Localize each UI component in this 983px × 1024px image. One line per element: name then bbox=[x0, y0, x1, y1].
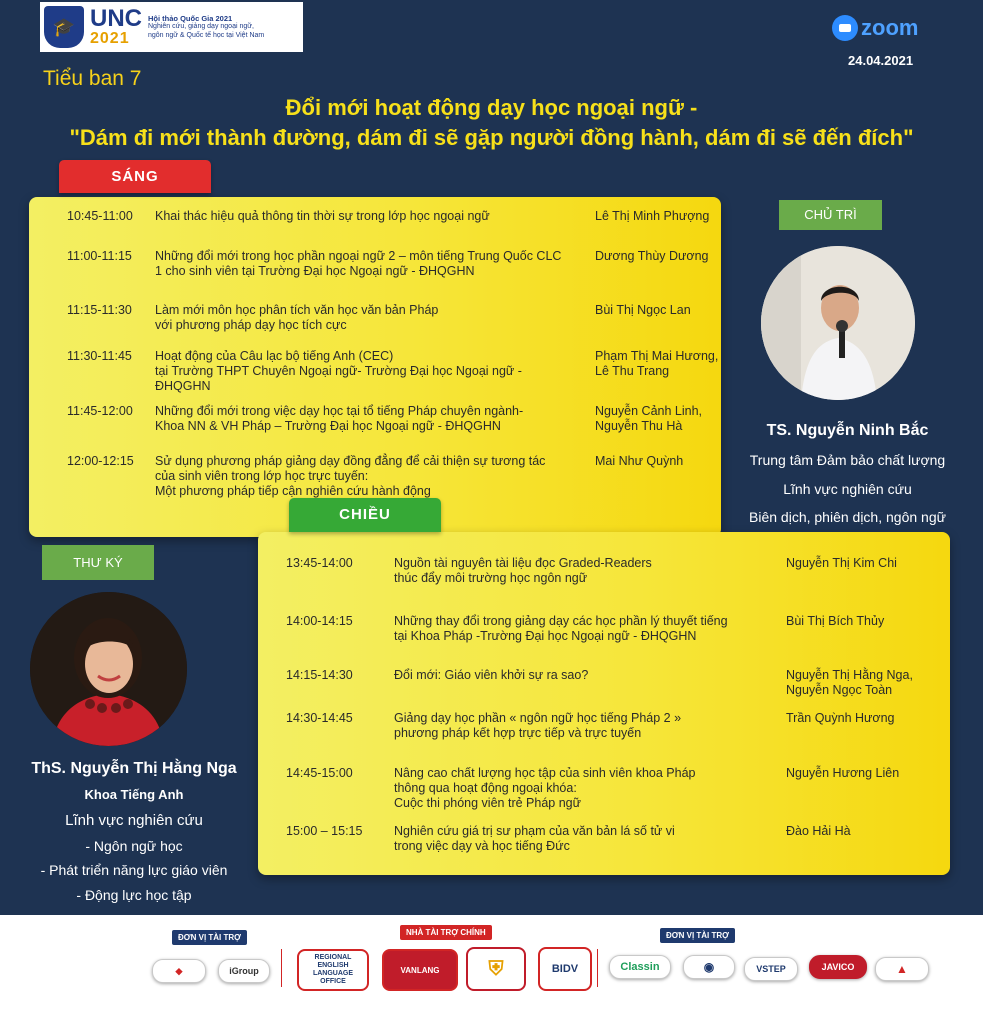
row-speaker: Trần Quỳnh Hương bbox=[786, 711, 895, 725]
vanlang-label: VANLANG bbox=[400, 965, 440, 975]
sponsor-logo-javico bbox=[809, 955, 867, 979]
row-time: 10:45-11:00 bbox=[67, 209, 133, 223]
row-time: 11:15-11:30 bbox=[67, 303, 132, 317]
secretary-name: ThS. Nguyễn Thị Hằng Nga bbox=[31, 760, 237, 777]
secretary-unit: Khoa Tiếng Anh bbox=[84, 787, 184, 802]
vstep-label: VSTEP bbox=[756, 964, 786, 974]
sponsor-mark-icon: ◆ bbox=[175, 965, 183, 976]
row-time: 11:45-12:00 bbox=[67, 404, 133, 418]
university-shield-icon: 🎓 bbox=[44, 6, 84, 48]
session-title-line-1: Đổi mới hoạt động dạy học ngoại ngữ - bbox=[285, 95, 698, 120]
row-speaker: Mai Như Quỳnh bbox=[595, 454, 684, 468]
sponsor-logo-vanlang bbox=[382, 949, 458, 991]
chair-unit: Trung tâm Đảm bảo chất lượng bbox=[749, 452, 946, 468]
sponsor-logo-vstep bbox=[744, 957, 798, 981]
row-topic: Làm mới môn học phân tích văn học văn bản Pháp với phương pháp dạy học tích cực bbox=[155, 303, 439, 332]
bottom-rule bbox=[0, 1012, 983, 1024]
sponsor-logo-igroup bbox=[218, 959, 270, 983]
conference-title: Hội thảo Quốc Gia 2021 bbox=[148, 13, 233, 23]
zoom-label: zoom bbox=[861, 15, 919, 40]
unc-logo-year: 2021 bbox=[90, 30, 130, 47]
chair-badge: CHỦ TRÌ bbox=[779, 200, 882, 230]
afternoon-schedule-panel bbox=[258, 532, 950, 875]
sponsor-triangle-icon: ▲ bbox=[896, 962, 908, 976]
row-time: 12:00-12:15 bbox=[67, 454, 134, 468]
sponsor-logo-1 bbox=[152, 959, 206, 983]
emblem-icon: ⛨ bbox=[488, 957, 504, 980]
sponsor-label-main: NHÀ TÀI TRỢ CHÍNH bbox=[400, 925, 492, 940]
javico-label: JAVICO bbox=[821, 962, 855, 972]
unc-logo-main: UNC bbox=[90, 5, 142, 32]
row-speaker: Nguyễn Hương Liên bbox=[786, 766, 900, 780]
row-topic: Đổi mới: Giáo viên khởi sự ra sao? bbox=[394, 668, 589, 682]
sponsor-logo-bidv bbox=[538, 947, 592, 991]
row-speaker: Bùi Thị Bích Thủy bbox=[786, 614, 885, 628]
row-time: 11:30-11:45 bbox=[67, 349, 132, 363]
sponsor-logo-emblem bbox=[466, 947, 526, 991]
conference-logo bbox=[40, 2, 303, 52]
unc-logo bbox=[90, 7, 142, 47]
morning-schedule-panel bbox=[29, 197, 721, 537]
sponsor-strip bbox=[0, 915, 983, 1012]
row-speaker: Bùi Thị Ngọc Lan bbox=[595, 303, 691, 317]
sponsor-label-left: ĐƠN VỊ TÀI TRỢ bbox=[172, 930, 247, 945]
row-speaker: Dương Thùy Dương bbox=[595, 249, 709, 263]
chair-field-label: Lĩnh vực nghiên cứu bbox=[783, 481, 912, 497]
secretary-field-label: Lĩnh vực nghiên cứu bbox=[65, 812, 203, 829]
subcommittee-label: Tiểu ban 7 bbox=[43, 67, 142, 90]
row-topic: Những thay đổi trong giảng dạy các học phần lý thuyết tiếng tại Khoa Pháp -Trường Đại học Ngoại ngữ - ĐHQGHN bbox=[394, 614, 728, 643]
row-time: 14:00-14:15 bbox=[286, 614, 353, 628]
secretary-field-item: - Ngôn ngữ học bbox=[85, 838, 183, 854]
row-topic: Những đổi mới trong học phần ngoại ngữ 2 – môn tiếng Trung Quốc CLC 1 cho sinh viên tại Trường Đại học Ngoại ngữ - ĐHQGHN bbox=[155, 249, 562, 278]
sponsor-divider bbox=[597, 949, 598, 987]
chair-photo bbox=[761, 246, 915, 400]
row-speaker: Phạm Thị Mai Hương, Lê Thu Trang bbox=[595, 349, 719, 378]
sponsor-divider bbox=[281, 949, 282, 987]
conference-info bbox=[148, 14, 264, 41]
row-time: 13:45-14:00 bbox=[286, 556, 353, 570]
secretary-photo bbox=[30, 592, 187, 746]
row-topic: Giảng dạy học phần « ngôn ngữ học tiếng Pháp 2 » phương pháp kết hợp trực tiếp và trực tuyến bbox=[394, 711, 682, 740]
sponsor-label-right: ĐƠN VỊ TÀI TRỢ bbox=[660, 928, 735, 943]
row-topic: Những đổi mới trong việc dạy học tại tổ tiếng Pháp chuyên ngành- Khoa NN & VH Pháp – Trường Đại học Ngoại ngữ - ĐHQGHN bbox=[155, 404, 524, 433]
zoom-camera-icon bbox=[832, 15, 858, 41]
row-topic: Nghiên cứu giá trị sư phạm của văn bản lá số tử vi trong việc dạy và học tiếng Đức bbox=[394, 824, 675, 853]
afternoon-tab: CHIỀU bbox=[289, 498, 441, 532]
sponsor-logo-last bbox=[875, 957, 929, 981]
chair-name: TS. Nguyễn Ninh Bắc bbox=[766, 422, 929, 439]
row-speaker: Nguyễn Cảnh Linh, Nguyễn Thu Hà bbox=[595, 404, 703, 433]
sponsor-logo-circle bbox=[683, 955, 735, 979]
row-speaker: Đào Hải Hà bbox=[786, 824, 851, 838]
row-topic: Hoạt động của Câu lạc bộ tiếng Anh (CEC) tại Trường THPT Chuyên Ngoại ngữ- Trường Đại học Ngoại ngữ - ĐHQGHN bbox=[155, 349, 522, 393]
classin-label: Classin bbox=[620, 961, 660, 973]
event-date: 24.04.2021 bbox=[848, 53, 914, 68]
row-time: 11:00-11:15 bbox=[67, 249, 132, 263]
row-speaker: Nguyễn Thị Kim Chi bbox=[786, 556, 897, 570]
row-speaker: Nguyễn Thị Hằng Nga, Nguyễn Ngọc Toàn bbox=[786, 668, 913, 697]
bidv-label: BIDV bbox=[551, 962, 579, 975]
row-time: 15:00 – 15:15 bbox=[286, 824, 363, 838]
sponsor-logo-relo: REGIONAL ENGLISH LANGUAGE OFFICE bbox=[297, 949, 369, 991]
row-speaker: Lê Thị Minh Phượng bbox=[595, 209, 710, 223]
conference-line-2: ngôn ngữ & Quốc tế học tại Việt Nam bbox=[148, 31, 265, 39]
row-time: 14:15-14:30 bbox=[286, 668, 353, 682]
row-time: 14:30-14:45 bbox=[286, 711, 353, 725]
secretary-badge: THƯ KÝ bbox=[42, 545, 154, 580]
session-title-line-2: "Dám đi mới thành đường, dám đi sẽ gặp người đồng hành, dám đi sẽ đến đích" bbox=[69, 125, 914, 150]
row-time: 14:45-15:00 bbox=[286, 766, 353, 780]
morning-tab: SÁNG bbox=[59, 160, 211, 193]
row-topic: Nguồn tài nguyên tài liệu đọc Graded-Readers thúc đẩy môi trường học ngôn ngữ bbox=[394, 556, 652, 585]
conference-line-1: Nghiên cứu, giảng dạy ngoại ngữ, bbox=[148, 22, 254, 30]
igroup-label: iGroup bbox=[229, 966, 259, 976]
zoom-logo bbox=[832, 15, 918, 41]
chair-field-value: Biên dịch, phiên dịch, ngôn ngữ bbox=[749, 509, 946, 525]
secretary-field-item: - Động lực học tập bbox=[76, 887, 192, 903]
sponsor-circle-icon: ◉ bbox=[703, 960, 715, 974]
secretary-field-item: - Phát triển năng lực giáo viên bbox=[40, 862, 228, 878]
row-topic: Nâng cao chất lượng học tập của sinh viên khoa Pháp thông qua hoạt động ngoại khóa: Cuộc thi phóng viên trẻ Pháp ngữ bbox=[394, 766, 696, 810]
sponsor-logo-classin bbox=[609, 955, 671, 979]
row-topic: Sử dụng phương pháp giảng dạy đồng đẳng để cải thiện sự tương tác của sinh viên trong lớp học trực tuyến: Một phương pháp tiếp cận nghiên cứu hành động bbox=[155, 454, 546, 498]
row-topic: Khai thác hiệu quả thông tin thời sự trong lớp học ngoại ngữ bbox=[155, 209, 490, 223]
